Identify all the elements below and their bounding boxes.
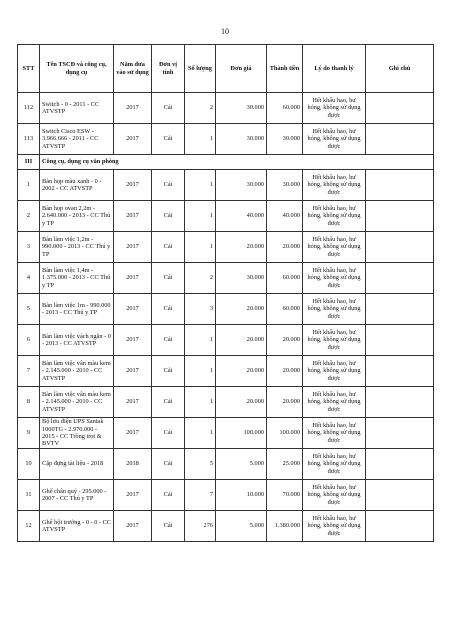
cell-year: 2017 [114,170,152,201]
table-body [18,93,434,542]
header-quantity: Số lượng [185,45,216,93]
cell-year: 2017 [114,325,152,356]
cell-asset-name: Ghế chân quỳ - 295.000 - 2007 - CC Thú y TP [40,480,114,511]
header-total: Thành tiền [267,45,303,93]
cell-total: 100.000 [267,418,303,449]
cell-stt: 8 [18,387,40,418]
cell-asset-name: Bàn làm việc vân màu kem - 2.145.000 - 2010 - CC ATVSTP [40,387,114,418]
cell-quantity: 2 [185,263,216,294]
cell-disposal-reason: Hết khấu hao, hư hỏng, không sử dụng được [303,263,366,294]
cell-total: 20.000 [267,232,303,263]
cell-note [366,449,434,480]
cell-disposal-reason: Hết khấu hao, hư hỏng, không sử dụng được [303,511,366,542]
cell-quantity: 3 [185,294,216,325]
cell-total: 30.000 [267,124,303,155]
table-row [18,449,434,480]
cell-unit: Cái [152,294,185,325]
cell-unit-price: 30.000 [216,93,267,124]
cell-unit-price: 30.000 [216,263,267,294]
cell-unit: Cái [152,449,185,480]
cell-unit: Cái [152,418,185,449]
cell-unit-price: 20.000 [216,232,267,263]
cell-stt: 4 [18,263,40,294]
table-row [18,170,434,201]
table-row [18,124,434,155]
page-number: 10 [221,27,229,36]
cell-unit-price: 100.000 [216,418,267,449]
cell-total: 20.000 [267,387,303,418]
cell-unit-price: 20.000 [216,387,267,418]
table-row [18,93,434,124]
header-asset-name: Tên TSCĐ và công cụ, dụng cụ [40,45,114,93]
cell-stt: 7 [18,356,40,387]
section-number: III [18,155,40,170]
cell-year: 2017 [114,480,152,511]
cell-stt: 9 [18,418,40,449]
cell-total: 1.380.000 [267,511,303,542]
cell-quantity: 1 [185,356,216,387]
cell-note [366,93,434,124]
cell-quantity: 5 [185,449,216,480]
cell-unit: Cái [152,232,185,263]
header-note: Ghi chú [366,45,434,93]
header-stt: STT [18,45,40,93]
cell-year: 2017 [114,124,152,155]
cell-quantity: 1 [185,124,216,155]
cell-note [366,325,434,356]
cell-total: 25.000 [267,449,303,480]
cell-quantity: 276 [185,511,216,542]
table-row [18,356,434,387]
cell-quantity: 2 [185,93,216,124]
cell-unit: Cái [152,170,185,201]
cell-unit: Cái [152,93,185,124]
cell-asset-name: Bàn làm việc 1m - 990.000 - 2013 - CC Thú y TP [40,294,114,325]
cell-total: 30.000 [267,170,303,201]
cell-asset-name: Bàn làm việc vân màu kem - 2.145.000 - 2010 - CC ATVSTP [40,356,114,387]
cell-unit-price: 20.000 [216,356,267,387]
cell-disposal-reason: Hết khấu hao, hư hỏng, không sử dụng được [303,325,366,356]
table-row [18,232,434,263]
cell-note [366,201,434,232]
cell-quantity: 1 [185,170,216,201]
cell-disposal-reason: Hết khấu hao, hư hỏng, không sử dụng được [303,170,366,201]
cell-quantity: 1 [185,387,216,418]
cell-stt: 12 [18,511,40,542]
cell-unit-price: 20.000 [216,325,267,356]
cell-quantity: 1 [185,325,216,356]
cell-unit-price: 40.000 [216,201,267,232]
table-row [18,201,434,232]
cell-note [366,356,434,387]
cell-stt: 6 [18,325,40,356]
table-row [18,325,434,356]
cell-asset-name: Cặp đựng tài liệu - 2018 [40,449,114,480]
header-unit-price: Đơn giá [216,45,267,93]
cell-note [366,294,434,325]
table-row [18,263,434,294]
cell-asset-name: Bộ lưu điện UPS Santak 1000TG - 2.970.000 - 2015 - CC Trồng trọt & BVTV [40,418,114,449]
cell-year: 2018 [114,449,152,480]
cell-asset-name: Bàn họp ovan 2,2m - 2.640.000 - 2013 - CC Thú y TP [40,201,114,232]
cell-quantity: 1 [185,201,216,232]
cell-stt: 113 [18,124,40,155]
cell-disposal-reason: Hết khấu hao, hư hỏng, không sử dụng được [303,294,366,325]
cell-disposal-reason: Hết khấu hao, hư hỏng, không sử dụng được [303,93,366,124]
cell-note [366,418,434,449]
cell-note [366,232,434,263]
cell-unit-price: 30.000 [216,170,267,201]
cell-year: 2017 [114,232,152,263]
cell-note [366,263,434,294]
cell-note [366,511,434,542]
table-row [18,387,434,418]
table-row [18,511,434,542]
cell-total: 60.000 [267,294,303,325]
cell-unit: Cái [152,480,185,511]
cell-unit: Cái [152,511,185,542]
cell-year: 2017 [114,511,152,542]
cell-disposal-reason: Hết khấu hao, hư hỏng, không sử dụng được [303,418,366,449]
header-disposal-reason: Lý do thanh lý [303,45,366,93]
cell-asset-name: Bàn làm việc 1,2m - 990.000 - 2013 - CC Thú y TP [40,232,114,263]
cell-unit: Cái [152,124,185,155]
cell-total: 60.000 [267,93,303,124]
cell-disposal-reason: Hết khấu hao, hư hỏng, không sử dụng được [303,232,366,263]
cell-asset-name: Switch Cisco ESW - 3.966.666 - 2011 - CC ATVSTP [40,124,114,155]
cell-stt: 2 [18,201,40,232]
cell-year: 2017 [114,201,152,232]
cell-total: 20.000 [267,325,303,356]
cell-stt: 3 [18,232,40,263]
cell-unit-price: 30.000 [216,124,267,155]
cell-note [366,387,434,418]
cell-disposal-reason: Hết khấu hao, hư hỏng, không sử dụng được [303,124,366,155]
header-year-in-use: Năm đưa vào sử dụng [114,45,152,93]
cell-stt: 10 [18,449,40,480]
asset-disposal-table [17,44,434,542]
cell-unit: Cái [152,387,185,418]
cell-quantity: 1 [185,232,216,263]
cell-disposal-reason: Hết khấu hao, hư hỏng, không sử dụng được [303,201,366,232]
cell-unit: Cái [152,263,185,294]
cell-disposal-reason: Hết khấu hao, hư hỏng, không sử dụng được [303,387,366,418]
cell-unit-price: 5.000 [216,511,267,542]
cell-total: 60.000 [267,263,303,294]
table-header-row [18,45,434,93]
cell-year: 2017 [114,356,152,387]
cell-year: 2017 [114,294,152,325]
cell-asset-name: Bàn làm việc 1,4m - 1.375.000 - 2013 - CC Thú y TP [40,263,114,294]
cell-asset-name: Bàn họp màu xanh - 0 - 2002 - CC ATVSTP [40,170,114,201]
cell-unit: Cái [152,356,185,387]
cell-total: 40.000 [267,201,303,232]
cell-stt: 112 [18,93,40,124]
section-title: Công cụ, dụng cụ văn phòng [40,155,434,170]
cell-note [366,480,434,511]
cell-stt: 1 [18,170,40,201]
cell-unit: Cái [152,325,185,356]
cell-stt: 5 [18,294,40,325]
cell-asset-name: Switch - 0 - 2011 - CC ATVSTP [40,93,114,124]
cell-year: 2017 [114,263,152,294]
table-row [18,480,434,511]
table-row [18,418,434,449]
cell-disposal-reason: Hết khấu hao, hư hỏng, không sử dụng được [303,356,366,387]
cell-total: 20.000 [267,356,303,387]
cell-disposal-reason: Hết khấu hao, hư hỏng, không sử dụng được [303,449,366,480]
cell-unit-price: 5.000 [216,449,267,480]
cell-year: 2017 [114,387,152,418]
cell-stt: 11 [18,480,40,511]
cell-year: 2017 [114,418,152,449]
cell-quantity: 7 [185,480,216,511]
cell-unit-price: 10.000 [216,480,267,511]
header-unit: Đơn vị tính [152,45,185,93]
cell-quantity: 1 [185,418,216,449]
cell-unit: Cái [152,201,185,232]
cell-note [366,124,434,155]
cell-asset-name: Ghế hội trường - 0 - 0 - CC ATVSTP [40,511,114,542]
cell-asset-name: Bàn làm việc vách ngăn - 0 - 2013 - CC ATVSTP [40,325,114,356]
cell-unit-price: 20.000 [216,294,267,325]
table-row [18,294,434,325]
cell-year: 2017 [114,93,152,124]
cell-note [366,170,434,201]
section-row [18,155,434,170]
cell-disposal-reason: Hết khấu hao, hư hỏng, không sử dụng được [303,480,366,511]
cell-total: 70.000 [267,480,303,511]
